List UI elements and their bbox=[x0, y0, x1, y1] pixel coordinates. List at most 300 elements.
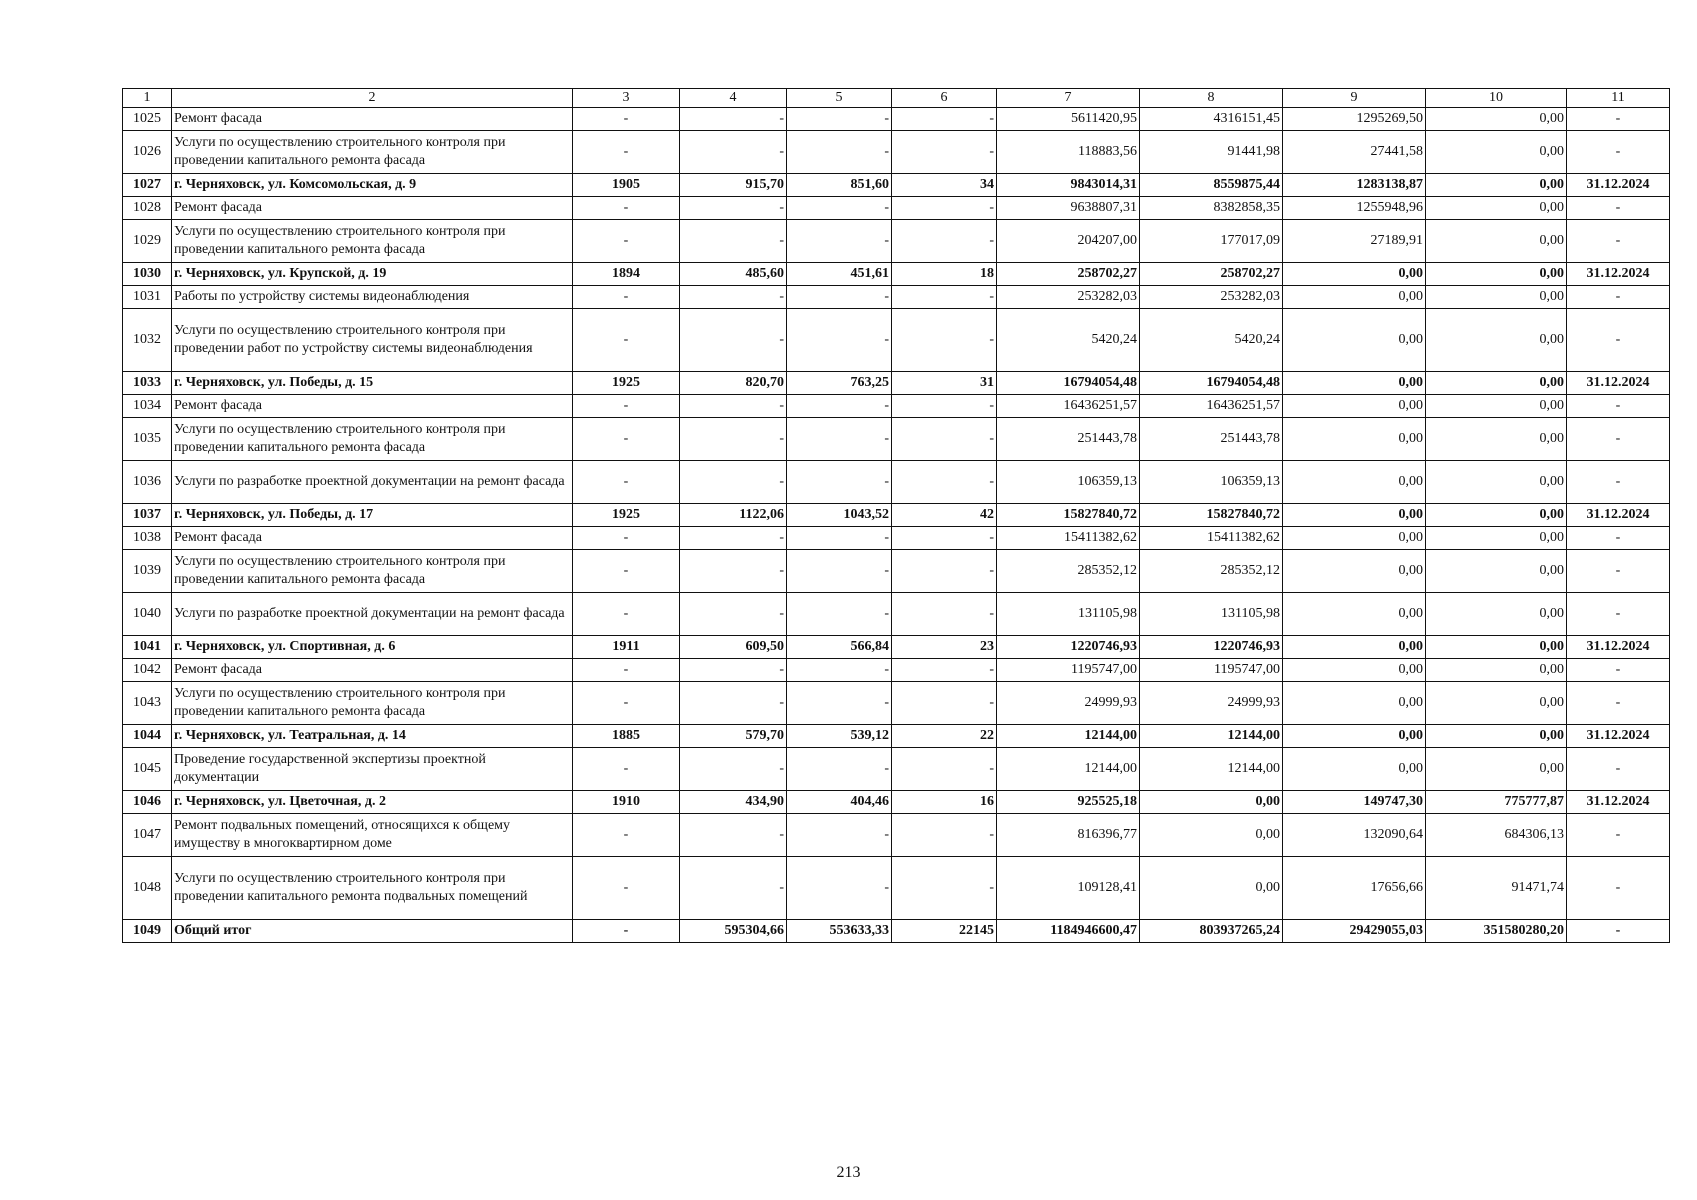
cost-column-9-cell: 0,00 bbox=[1283, 659, 1426, 682]
cost-column-10-cell: 351580280,20 bbox=[1426, 920, 1567, 943]
year-cell: 1925 bbox=[573, 504, 680, 527]
table-row bbox=[123, 286, 1670, 309]
total-cost-cell: 258702,27 bbox=[997, 263, 1140, 286]
cost-column-10-cell: 0,00 bbox=[1426, 682, 1567, 725]
cost-column-9-cell: 0,00 bbox=[1283, 372, 1426, 395]
cost-column-9-cell: 1255948,96 bbox=[1283, 197, 1426, 220]
deadline-cell: - bbox=[1567, 418, 1670, 461]
cost-column-8-cell: 1195747,00 bbox=[1140, 659, 1283, 682]
row-number-cell: 1029 bbox=[123, 220, 172, 263]
deadline-cell: - bbox=[1567, 814, 1670, 857]
description-cell: Ремонт фасада bbox=[172, 108, 573, 131]
cost-column-8-cell: 803937265,24 bbox=[1140, 920, 1283, 943]
row-number-cell: 1042 bbox=[123, 659, 172, 682]
year-cell: - bbox=[573, 108, 680, 131]
total-area-cell: 915,70 bbox=[680, 174, 787, 197]
living-area-cell: 404,46 bbox=[787, 791, 892, 814]
cost-column-8-cell: 24999,93 bbox=[1140, 682, 1283, 725]
row-number-cell: 1030 bbox=[123, 263, 172, 286]
address-row bbox=[123, 174, 1670, 197]
description-cell: Ремонт фасада bbox=[172, 659, 573, 682]
residents-count-cell: - bbox=[892, 748, 997, 791]
table-row bbox=[123, 197, 1670, 220]
cost-column-8-cell: 15827840,72 bbox=[1140, 504, 1283, 527]
total-cost-cell: 131105,98 bbox=[997, 593, 1140, 636]
living-area-cell: - bbox=[787, 395, 892, 418]
living-area-cell: 539,12 bbox=[787, 725, 892, 748]
column-header: 5 bbox=[787, 89, 892, 108]
table-row bbox=[123, 527, 1670, 550]
living-area-cell: 566,84 bbox=[787, 636, 892, 659]
total-cost-cell: 1220746,93 bbox=[997, 636, 1140, 659]
cost-column-10-cell: 0,00 bbox=[1426, 636, 1567, 659]
total-area-cell: 485,60 bbox=[680, 263, 787, 286]
total-cost-cell: 1184946600,47 bbox=[997, 920, 1140, 943]
description-cell: Услуги по осуществлению строительного контроля при проведении работ по устройству системы видеонаблюдения bbox=[172, 309, 573, 372]
cost-column-8-cell: 12144,00 bbox=[1140, 725, 1283, 748]
deadline-cell: - bbox=[1567, 220, 1670, 263]
total-cost-cell: 16436251,57 bbox=[997, 395, 1140, 418]
cost-column-9-cell: 0,00 bbox=[1283, 418, 1426, 461]
year-cell: - bbox=[573, 814, 680, 857]
cost-column-8-cell: 5420,24 bbox=[1140, 309, 1283, 372]
residents-count-cell: 16 bbox=[892, 791, 997, 814]
cost-column-9-cell: 1283138,87 bbox=[1283, 174, 1426, 197]
row-number-cell: 1036 bbox=[123, 461, 172, 504]
living-area-cell: - bbox=[787, 659, 892, 682]
living-area-cell: - bbox=[787, 461, 892, 504]
residents-count-cell: 31 bbox=[892, 372, 997, 395]
table-row bbox=[123, 461, 1670, 504]
year-cell: - bbox=[573, 857, 680, 920]
living-area-cell: - bbox=[787, 682, 892, 725]
living-area-cell: - bbox=[787, 814, 892, 857]
year-cell: - bbox=[573, 461, 680, 504]
address-row bbox=[123, 263, 1670, 286]
column-header: 4 bbox=[680, 89, 787, 108]
year-cell: - bbox=[573, 593, 680, 636]
address-row bbox=[123, 372, 1670, 395]
residents-count-cell: 18 bbox=[892, 263, 997, 286]
year-cell: 1911 bbox=[573, 636, 680, 659]
year-cell: - bbox=[573, 659, 680, 682]
cost-column-10-cell: 0,00 bbox=[1426, 220, 1567, 263]
description-cell: Проведение государственной экспертизы проектной документации bbox=[172, 748, 573, 791]
table-row bbox=[123, 131, 1670, 174]
year-cell: 1910 bbox=[573, 791, 680, 814]
register-sheet bbox=[122, 88, 1670, 943]
deadline-cell: - bbox=[1567, 550, 1670, 593]
cost-column-10-cell: 0,00 bbox=[1426, 131, 1567, 174]
total-area-cell: - bbox=[680, 748, 787, 791]
cost-column-9-cell: 0,00 bbox=[1283, 286, 1426, 309]
address-row bbox=[123, 791, 1670, 814]
cost-column-10-cell: 0,00 bbox=[1426, 108, 1567, 131]
living-area-cell: - bbox=[787, 108, 892, 131]
residents-count-cell: - bbox=[892, 108, 997, 131]
total-cost-cell: 12144,00 bbox=[997, 725, 1140, 748]
cost-column-8-cell: 177017,09 bbox=[1140, 220, 1283, 263]
cost-column-9-cell: 17656,66 bbox=[1283, 857, 1426, 920]
year-cell: - bbox=[573, 748, 680, 791]
residents-count-cell: - bbox=[892, 857, 997, 920]
cost-column-8-cell: 16794054,48 bbox=[1140, 372, 1283, 395]
year-cell: 1905 bbox=[573, 174, 680, 197]
description-cell: Услуги по разработке проектной документации на ремонт фасада bbox=[172, 593, 573, 636]
address-row bbox=[123, 504, 1670, 527]
row-number-cell: 1040 bbox=[123, 593, 172, 636]
cost-column-10-cell: 0,00 bbox=[1426, 527, 1567, 550]
total-area-cell: - bbox=[680, 286, 787, 309]
residents-count-cell: - bbox=[892, 593, 997, 636]
cost-column-8-cell: 106359,13 bbox=[1140, 461, 1283, 504]
total-cost-cell: 15827840,72 bbox=[997, 504, 1140, 527]
deadline-cell: - bbox=[1567, 309, 1670, 372]
description-cell: Работы по устройству системы видеонаблюдения bbox=[172, 286, 573, 309]
table-row bbox=[123, 550, 1670, 593]
column-header: 11 bbox=[1567, 89, 1670, 108]
total-area-cell: - bbox=[680, 220, 787, 263]
year-cell: - bbox=[573, 286, 680, 309]
row-number-cell: 1031 bbox=[123, 286, 172, 309]
description-cell: Услуги по осуществлению строительного контроля при проведении капитального ремонта фасада bbox=[172, 220, 573, 263]
deadline-cell: 31.12.2024 bbox=[1567, 504, 1670, 527]
deadline-cell: - bbox=[1567, 857, 1670, 920]
deadline-cell: - bbox=[1567, 197, 1670, 220]
cost-column-8-cell: 0,00 bbox=[1140, 814, 1283, 857]
residents-count-cell: - bbox=[892, 550, 997, 593]
row-number-cell: 1041 bbox=[123, 636, 172, 659]
residents-count-cell: - bbox=[892, 197, 997, 220]
row-number-cell: 1028 bbox=[123, 197, 172, 220]
total-area-cell: - bbox=[680, 550, 787, 593]
cost-column-9-cell: 0,00 bbox=[1283, 550, 1426, 593]
cost-column-8-cell: 251443,78 bbox=[1140, 418, 1283, 461]
living-area-cell: - bbox=[787, 131, 892, 174]
total-area-cell: 595304,66 bbox=[680, 920, 787, 943]
description-cell: г. Черняховск, ул. Комсомольская, д. 9 bbox=[172, 174, 573, 197]
year-cell: 1894 bbox=[573, 263, 680, 286]
table-row bbox=[123, 418, 1670, 461]
description-cell: г. Черняховск, ул. Победы, д. 17 bbox=[172, 504, 573, 527]
total-cost-cell: 5420,24 bbox=[997, 309, 1140, 372]
table-row bbox=[123, 395, 1670, 418]
year-cell: - bbox=[573, 131, 680, 174]
total-area-cell: - bbox=[680, 108, 787, 131]
total-cost-cell: 204207,00 bbox=[997, 220, 1140, 263]
cost-column-8-cell: 8559875,44 bbox=[1140, 174, 1283, 197]
deadline-cell: - bbox=[1567, 920, 1670, 943]
description-cell: г. Черняховск, ул. Цветочная, д. 2 bbox=[172, 791, 573, 814]
cost-column-8-cell: 1220746,93 bbox=[1140, 636, 1283, 659]
total-cost-cell: 12144,00 bbox=[997, 748, 1140, 791]
year-cell: - bbox=[573, 527, 680, 550]
total-cost-cell: 9638807,31 bbox=[997, 197, 1140, 220]
description-cell: Ремонт фасада bbox=[172, 197, 573, 220]
living-area-cell: 763,25 bbox=[787, 372, 892, 395]
residents-count-cell: - bbox=[892, 131, 997, 174]
column-header: 7 bbox=[997, 89, 1140, 108]
deadline-cell: 31.12.2024 bbox=[1567, 174, 1670, 197]
row-number-cell: 1047 bbox=[123, 814, 172, 857]
cost-column-8-cell: 4316151,45 bbox=[1140, 108, 1283, 131]
residents-count-cell: 22 bbox=[892, 725, 997, 748]
cost-column-8-cell: 91441,98 bbox=[1140, 131, 1283, 174]
register-table bbox=[122, 88, 1670, 943]
living-area-cell: - bbox=[787, 527, 892, 550]
cost-column-9-cell: 0,00 bbox=[1283, 593, 1426, 636]
row-number-cell: 1035 bbox=[123, 418, 172, 461]
total-cost-cell: 15411382,62 bbox=[997, 527, 1140, 550]
deadline-cell: - bbox=[1567, 659, 1670, 682]
deadline-cell: - bbox=[1567, 395, 1670, 418]
cost-column-8-cell: 253282,03 bbox=[1140, 286, 1283, 309]
cost-column-10-cell: 0,00 bbox=[1426, 286, 1567, 309]
cost-column-8-cell: 0,00 bbox=[1140, 791, 1283, 814]
row-number-cell: 1025 bbox=[123, 108, 172, 131]
total-cost-cell: 925525,18 bbox=[997, 791, 1140, 814]
address-row bbox=[123, 636, 1670, 659]
grand-total-row bbox=[123, 920, 1670, 943]
description-cell: Услуги по осуществлению строительного контроля при проведении капитального ремонта фасада bbox=[172, 418, 573, 461]
cost-column-10-cell: 0,00 bbox=[1426, 725, 1567, 748]
deadline-cell: 31.12.2024 bbox=[1567, 636, 1670, 659]
residents-count-cell: - bbox=[892, 418, 997, 461]
column-number-header-row bbox=[123, 89, 1670, 108]
row-number-cell: 1037 bbox=[123, 504, 172, 527]
deadline-cell: - bbox=[1567, 461, 1670, 504]
row-number-cell: 1026 bbox=[123, 131, 172, 174]
cost-column-10-cell: 684306,13 bbox=[1426, 814, 1567, 857]
year-cell: - bbox=[573, 920, 680, 943]
living-area-cell: 451,61 bbox=[787, 263, 892, 286]
table-row bbox=[123, 593, 1670, 636]
living-area-cell: - bbox=[787, 286, 892, 309]
cost-column-9-cell: 132090,64 bbox=[1283, 814, 1426, 857]
deadline-cell: - bbox=[1567, 748, 1670, 791]
total-area-cell: - bbox=[680, 309, 787, 372]
table-body bbox=[123, 89, 1670, 943]
residents-count-cell: 34 bbox=[892, 174, 997, 197]
table-row bbox=[123, 814, 1670, 857]
description-cell: Услуги по осуществлению строительного контроля при проведении капитального ремонта фасада bbox=[172, 550, 573, 593]
total-cost-cell: 816396,77 bbox=[997, 814, 1140, 857]
cost-column-9-cell: 149747,30 bbox=[1283, 791, 1426, 814]
cost-column-8-cell: 258702,27 bbox=[1140, 263, 1283, 286]
description-cell: г. Черняховск, ул. Крупской, д. 19 bbox=[172, 263, 573, 286]
cost-column-10-cell: 91471,74 bbox=[1426, 857, 1567, 920]
row-number-cell: 1033 bbox=[123, 372, 172, 395]
description-cell: Услуги по разработке проектной документации на ремонт фасада bbox=[172, 461, 573, 504]
year-cell: - bbox=[573, 550, 680, 593]
cost-column-8-cell: 285352,12 bbox=[1140, 550, 1283, 593]
column-header: 9 bbox=[1283, 89, 1426, 108]
cost-column-9-cell: 0,00 bbox=[1283, 725, 1426, 748]
column-header: 1 bbox=[123, 89, 172, 108]
description-cell: Услуги по осуществлению строительного контроля при проведении капитального ремонта подвальных помещений bbox=[172, 857, 573, 920]
row-number-cell: 1038 bbox=[123, 527, 172, 550]
cost-column-9-cell: 0,00 bbox=[1283, 504, 1426, 527]
deadline-cell: - bbox=[1567, 286, 1670, 309]
living-area-cell: - bbox=[787, 593, 892, 636]
total-cost-cell: 106359,13 bbox=[997, 461, 1140, 504]
table-row bbox=[123, 220, 1670, 263]
description-cell: г. Черняховск, ул. Театральная, д. 14 bbox=[172, 725, 573, 748]
total-cost-cell: 5611420,95 bbox=[997, 108, 1140, 131]
year-cell: - bbox=[573, 197, 680, 220]
cost-column-10-cell: 0,00 bbox=[1426, 309, 1567, 372]
year-cell: - bbox=[573, 220, 680, 263]
cost-column-9-cell: 0,00 bbox=[1283, 263, 1426, 286]
cost-column-8-cell: 0,00 bbox=[1140, 857, 1283, 920]
total-cost-cell: 9843014,31 bbox=[997, 174, 1140, 197]
cost-column-8-cell: 131105,98 bbox=[1140, 593, 1283, 636]
description-cell: г. Черняховск, ул. Победы, д. 15 bbox=[172, 372, 573, 395]
deadline-cell: - bbox=[1567, 108, 1670, 131]
cost-column-10-cell: 0,00 bbox=[1426, 395, 1567, 418]
table-row bbox=[123, 309, 1670, 372]
deadline-cell: - bbox=[1567, 527, 1670, 550]
deadline-cell: - bbox=[1567, 593, 1670, 636]
residents-count-cell: - bbox=[892, 682, 997, 725]
total-area-cell: - bbox=[680, 593, 787, 636]
description-cell: Ремонт фасада bbox=[172, 527, 573, 550]
cost-column-10-cell: 0,00 bbox=[1426, 593, 1567, 636]
total-cost-cell: 118883,56 bbox=[997, 131, 1140, 174]
year-cell: - bbox=[573, 418, 680, 461]
year-cell: - bbox=[573, 395, 680, 418]
residents-count-cell: - bbox=[892, 220, 997, 263]
column-header: 10 bbox=[1426, 89, 1567, 108]
total-area-cell: - bbox=[680, 131, 787, 174]
cost-column-10-cell: 0,00 bbox=[1426, 504, 1567, 527]
living-area-cell: - bbox=[787, 309, 892, 372]
year-cell: 1925 bbox=[573, 372, 680, 395]
year-cell: 1885 bbox=[573, 725, 680, 748]
row-number-cell: 1046 bbox=[123, 791, 172, 814]
cost-column-8-cell: 15411382,62 bbox=[1140, 527, 1283, 550]
cost-column-10-cell: 0,00 bbox=[1426, 372, 1567, 395]
total-area-cell: - bbox=[680, 857, 787, 920]
row-number-cell: 1027 bbox=[123, 174, 172, 197]
total-cost-cell: 16794054,48 bbox=[997, 372, 1140, 395]
living-area-cell: - bbox=[787, 748, 892, 791]
total-area-cell: - bbox=[680, 395, 787, 418]
living-area-cell: - bbox=[787, 197, 892, 220]
cost-column-9-cell: 29429055,03 bbox=[1283, 920, 1426, 943]
residents-count-cell: - bbox=[892, 659, 997, 682]
residents-count-cell: 23 bbox=[892, 636, 997, 659]
deadline-cell: 31.12.2024 bbox=[1567, 791, 1670, 814]
total-area-cell: 1122,06 bbox=[680, 504, 787, 527]
row-number-cell: 1045 bbox=[123, 748, 172, 791]
row-number-cell: 1034 bbox=[123, 395, 172, 418]
total-area-cell: 434,90 bbox=[680, 791, 787, 814]
row-number-cell: 1032 bbox=[123, 309, 172, 372]
cost-column-10-cell: 0,00 bbox=[1426, 659, 1567, 682]
deadline-cell: 31.12.2024 bbox=[1567, 725, 1670, 748]
year-cell: - bbox=[573, 682, 680, 725]
deadline-cell: 31.12.2024 bbox=[1567, 372, 1670, 395]
column-header: 8 bbox=[1140, 89, 1283, 108]
living-area-cell: - bbox=[787, 418, 892, 461]
table-row bbox=[123, 659, 1670, 682]
description-cell: Услуги по осуществлению строительного контроля при проведении капитального ремонта фасада bbox=[172, 682, 573, 725]
deadline-cell: 31.12.2024 bbox=[1567, 263, 1670, 286]
cost-column-10-cell: 0,00 bbox=[1426, 263, 1567, 286]
cost-column-9-cell: 27189,91 bbox=[1283, 220, 1426, 263]
residents-count-cell: - bbox=[892, 814, 997, 857]
cost-column-10-cell: 0,00 bbox=[1426, 550, 1567, 593]
residents-count-cell: - bbox=[892, 395, 997, 418]
residents-count-cell: - bbox=[892, 461, 997, 504]
total-cost-cell: 24999,93 bbox=[997, 682, 1140, 725]
total-area-cell: - bbox=[680, 682, 787, 725]
address-row bbox=[123, 725, 1670, 748]
residents-count-cell: - bbox=[892, 527, 997, 550]
cost-column-9-cell: 0,00 bbox=[1283, 748, 1426, 791]
total-area-cell: - bbox=[680, 814, 787, 857]
residents-count-cell: 22145 bbox=[892, 920, 997, 943]
table-row bbox=[123, 682, 1670, 725]
total-area-cell: - bbox=[680, 461, 787, 504]
total-cost-cell: 253282,03 bbox=[997, 286, 1140, 309]
living-area-cell: - bbox=[787, 550, 892, 593]
cost-column-9-cell: 0,00 bbox=[1283, 309, 1426, 372]
cost-column-10-cell: 0,00 bbox=[1426, 197, 1567, 220]
deadline-cell: - bbox=[1567, 131, 1670, 174]
residents-count-cell: 42 bbox=[892, 504, 997, 527]
total-area-cell: 579,70 bbox=[680, 725, 787, 748]
total-cost-cell: 1195747,00 bbox=[997, 659, 1140, 682]
cost-column-9-cell: 0,00 bbox=[1283, 527, 1426, 550]
total-area-cell: 609,50 bbox=[680, 636, 787, 659]
living-area-cell: 553633,33 bbox=[787, 920, 892, 943]
row-number-cell: 1039 bbox=[123, 550, 172, 593]
total-area-cell: - bbox=[680, 659, 787, 682]
cost-column-8-cell: 16436251,57 bbox=[1140, 395, 1283, 418]
cost-column-10-cell: 0,00 bbox=[1426, 418, 1567, 461]
row-number-cell: 1043 bbox=[123, 682, 172, 725]
column-header: 6 bbox=[892, 89, 997, 108]
total-area-cell: - bbox=[680, 527, 787, 550]
description-cell: Ремонт подвальных помещений, относящихся к общему имуществу в многоквартирном доме bbox=[172, 814, 573, 857]
row-number-cell: 1048 bbox=[123, 857, 172, 920]
year-cell: - bbox=[573, 309, 680, 372]
total-cost-cell: 285352,12 bbox=[997, 550, 1140, 593]
cost-column-9-cell: 0,00 bbox=[1283, 636, 1426, 659]
living-area-cell: 851,60 bbox=[787, 174, 892, 197]
row-number-cell: 1044 bbox=[123, 725, 172, 748]
cost-column-9-cell: 1295269,50 bbox=[1283, 108, 1426, 131]
total-area-cell: - bbox=[680, 197, 787, 220]
living-area-cell: 1043,52 bbox=[787, 504, 892, 527]
cost-column-10-cell: 775777,87 bbox=[1426, 791, 1567, 814]
total-cost-cell: 109128,41 bbox=[997, 857, 1140, 920]
residents-count-cell: - bbox=[892, 286, 997, 309]
cost-column-9-cell: 0,00 bbox=[1283, 682, 1426, 725]
description-cell: Услуги по осуществлению строительного контроля при проведении капитального ремонта фасада bbox=[172, 131, 573, 174]
column-header: 3 bbox=[573, 89, 680, 108]
cost-column-9-cell: 0,00 bbox=[1283, 461, 1426, 504]
description-cell: Ремонт фасада bbox=[172, 395, 573, 418]
column-header: 2 bbox=[172, 89, 573, 108]
cost-column-9-cell: 27441,58 bbox=[1283, 131, 1426, 174]
row-number-cell: 1049 bbox=[123, 920, 172, 943]
cost-column-10-cell: 0,00 bbox=[1426, 174, 1567, 197]
residents-count-cell: - bbox=[892, 309, 997, 372]
living-area-cell: - bbox=[787, 220, 892, 263]
